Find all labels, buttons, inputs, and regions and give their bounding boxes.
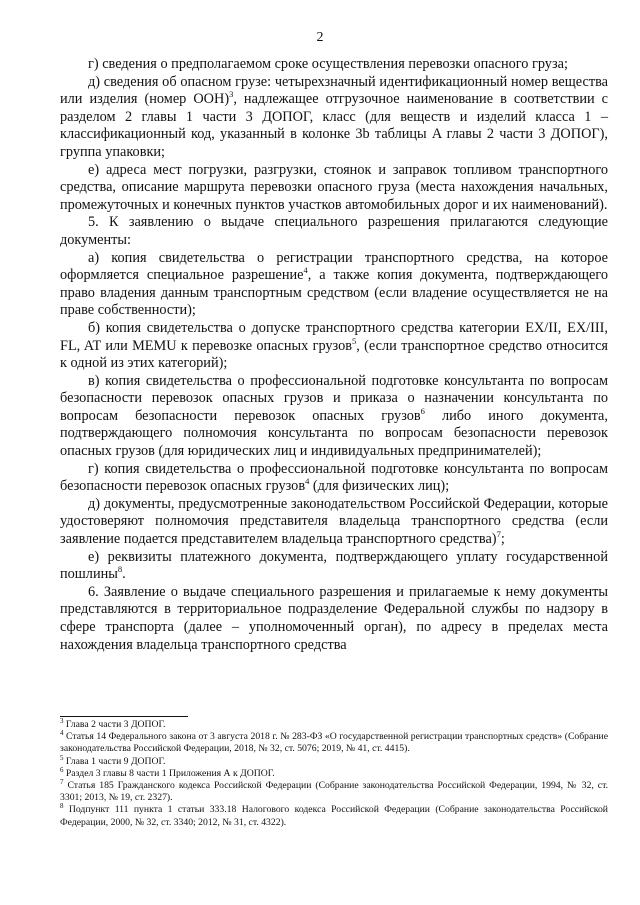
paragraph-text: либо иного документа, подтверждающего полномочия консультанта по вопросам безопасности перевозок опасных грузов (для юридических лиц и индивидуальных предпринимателей); — [60, 407, 608, 460]
paragraph-text: г) сведения о предполагаемом сроке осуществления перевозки опасного груза; — [88, 56, 568, 72]
footnote-reference: 7 — [496, 529, 501, 540]
footnote-reference: 3 — [229, 89, 234, 100]
paragraph-text: (для физических лиц); — [309, 478, 450, 495]
page-number: 2 — [316, 30, 324, 45]
paragraph-text: . — [122, 566, 126, 583]
paragraph-b5 — [60, 320, 608, 373]
paragraph-e5 — [60, 549, 608, 584]
paragraph-v5 — [60, 373, 608, 461]
footnote-6 — [60, 765, 608, 780]
footnote-text: Статья 14 Федерального закона от 3 августа 2018 г. № 283-ФЗ «О государственной регистрации транспортных средств» (Собрание законодательства Российской Федерации, 2018, № 32, ст. 5076; 2019, № 41, ст. 4415). — [60, 731, 608, 755]
footnote-mark: 3 — [60, 716, 64, 725]
paragraph-a5 — [60, 250, 608, 320]
paragraph-e1 — [60, 162, 608, 215]
footnote-mark: 6 — [60, 765, 64, 774]
paragraph-d5 — [60, 496, 608, 549]
footnote-reference: 5 — [352, 335, 357, 346]
footnote-reference: 6 — [420, 406, 425, 417]
paragraph-text: , (если транспортное средство относится к одной из этих категорий); — [60, 337, 608, 372]
footnote-reference: 4 — [305, 476, 310, 487]
footnote-text: Глава 2 части 3 ДОПОГ. — [65, 719, 166, 730]
footnote-separator — [60, 716, 188, 717]
footnote-text: Статья 185 Гражданского кодекса Российской Федерации (Собрание законодательства Российской Федерации, 1994, № 32, ст. 3301; 2013, № 19, ст. 2327). — [60, 780, 609, 804]
paragraph-text: ; — [500, 531, 505, 548]
footnote-5 — [60, 753, 608, 768]
footnote-mark: 8 — [60, 802, 64, 811]
paragraph-text: д) сведения об опасном грузе: четырехзначный идентификационный номер вещества или изделия (номер ООН) — [60, 73, 608, 108]
paragraph-d1 — [60, 74, 608, 162]
footnote-text: Подпункт 111 пункта 1 статьи 333.18 Налогового кодекса Российской Федерации (Собрание законодательства Российской Федерации, 2000, № 32, ст. 3340; 2012, № 31, ст. 4322). — [60, 804, 608, 828]
footnote-3 — [60, 716, 608, 731]
footnote-7 — [60, 777, 609, 804]
document-body — [60, 56, 608, 654]
footnotes — [60, 716, 609, 829]
paragraph-p5 — [60, 214, 608, 249]
footnote-mark: 5 — [60, 753, 64, 762]
paragraph-text: в) копия свидетельства о профессиональной подготовке консультанта по вопросам безопасности перевозок опасных грузов и приказа о назначении консультанта по вопросам безопасности перевозок опасных грузов — [60, 372, 608, 424]
paragraph-text: е) адреса мест погрузки, разгрузки, стоянок и заправок топливом транспортного средства, описание маршрута перевозки опасного груза (места нахождения начальных, промежуточных и конечных пунктов участков автомобильных дорог и их наименований). — [60, 161, 608, 213]
paragraph-text: 5. К заявлению о выдаче специального разрешения прилагаются следующие документы: — [60, 214, 608, 248]
paragraph-text: д) документы, предусмотренные законодательством Российской Федерации, которые удостоверяют полномочия представителя владельца транспортного средства (если заявление подается представителем владельца транспортного средства) — [60, 495, 608, 548]
paragraph-text: , а также копия документа, подтверждающего право владения данным транспортным средством (если владение осуществляется не на праве собственности); — [60, 267, 608, 319]
paragraph-p6 — [60, 584, 608, 654]
footnote-mark: 4 — [60, 728, 64, 737]
footnote-reference: 4 — [303, 265, 308, 276]
footnote-reference: 8 — [117, 564, 123, 575]
paragraph-g1 — [60, 56, 608, 74]
footnote-text: Глава 1 части 9 ДОПОГ. — [65, 755, 166, 767]
paragraph-text: а) копия свидетельства о регистрации транспортного средства, на которое оформляется специальное разрешение — [60, 249, 608, 284]
footnote-8 — [60, 804, 608, 828]
paragraph-text: 6. Заявление о выдаче специального разрешения и прилагаемые к нему документы представляются в территориальное подразделение Федеральной службы по надзору в сфере транспорта (далее – уполномоченный орган), по адресу в пределах места нахождения владельца транспортного средства — [60, 583, 608, 653]
paragraph-text: , надлежащее отгрузочное наименование в соответствии с разделом 2 главы 1 части 3 ДОПОГ, класс (для веществ и изделий класса 1 – классификационный код, указанный в колонке 3b таблицы A главы 2 части 3 ДОПОГ), группа упаковки; — [60, 91, 608, 160]
footnote-text: Раздел 3 главы 8 части 1 Приложения А к ДОПОГ. — [65, 767, 275, 779]
footnote-4 — [60, 728, 608, 755]
footnote-mark: 7 — [60, 777, 64, 786]
paragraph-text: е) реквизиты платежного документа, подтверждающего уплату государственной пошлины — [60, 548, 608, 583]
paragraph-text: г) копия свидетельства о профессиональной подготовке консультанта по вопросам безопасности перевозок опасных грузов — [60, 460, 608, 495]
paragraph-text: б) копия свидетельства о допуске транспортного средства категории EX/II, EX/III, FL, AT или MEMU к перевозке опасных грузов — [60, 319, 608, 354]
paragraph-g5 — [60, 461, 608, 496]
